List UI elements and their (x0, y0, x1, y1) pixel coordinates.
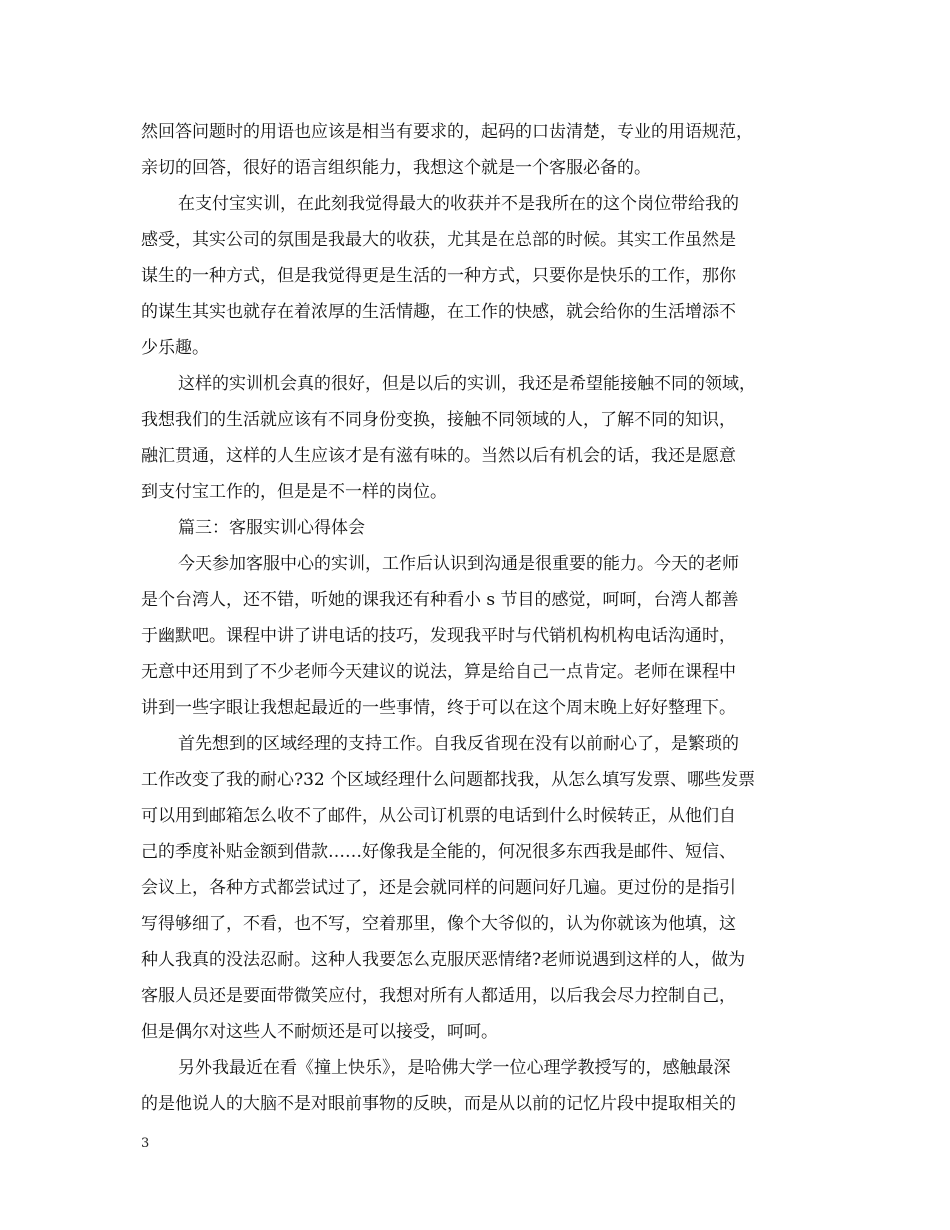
text-line: 谋生的一种方式，但是我觉得更是生活的一种方式，只要你是快乐的工作，那你 (141, 266, 736, 286)
text-line: 少乐趣。 (141, 338, 209, 358)
text-line: 于幽默吧。课程中讲了讲电话的技巧，发现我平时与代销机构机构电话沟通时， (141, 626, 736, 646)
text-line: 我想我们的生活就应该有不同身份变换，接触不同领域的人，了解不同的知识， (141, 410, 736, 430)
text-line: 客服人员还是要面带微笑应付，我想对所有人都适用，以后我会尽力控制自己， (141, 986, 736, 1006)
text-line: 种人我真的没法忍耐。这种人我要怎么克服厌恶情绪?老师说遇到这样的人，做为 (141, 950, 746, 970)
body-text (141, 114, 821, 1122)
text-line: 但是偶尔对这些人不耐烦还是可以接受，呵呵。 (141, 1022, 498, 1042)
text-line: 感受，其实公司的氛围是我最大的收获，尤其是在总部的时候。其实工作虽然是 (141, 230, 736, 250)
text-line: 另外我最近在看《撞上快乐》，是哈佛大学一位心理学教授写的，感触最深 (178, 1058, 731, 1078)
page-number: 3 (141, 1136, 150, 1151)
text-line: 工作改变了我的耐心?32 个区域经理什么问题都找我，从怎么填写发票、哪些发票 (141, 770, 756, 790)
text-line: 己的季度补贴金额到借款……好像我是全能的，何况很多东西我是邮件、短信、 (141, 842, 736, 862)
text-line: 首先想到的区域经理的支持工作。自我反省现在没有以前耐心了，是繁琐的 (178, 734, 739, 754)
text-line: 融汇贯通，这样的人生应该才是有滋有味的。当然以后有机会的话，我还是愿意 (141, 446, 736, 466)
text-line: 是个台湾人，还不错，听她的课我还有种看小 s 节目的感觉，呵呵，台湾人都善 (141, 590, 739, 610)
text-line: 篇三：客服实训心得体会 (178, 518, 365, 538)
text-line: 写得够细了，不看，也不写，空着那里，像个大爷似的，认为你就该为他填，这 (141, 914, 736, 934)
text-line: 在支付宝实训，在此刻我觉得最大的收获并不是我所在的这个岗位带给我的 (178, 194, 739, 214)
text-line: 亲切的回答，很好的语言组织能力，我想这个就是一个客服必备的。 (141, 158, 651, 178)
text-line: 今天参加客服中心的实训，工作后认识到沟通是很重要的能力。今天的老师 (178, 554, 739, 574)
text-line: 会议上，各种方式都尝试过了，还是会就同样的问题问好几遍。更过份的是指引 (141, 878, 736, 898)
text-line: 到支付宝工作的，但是是不一样的岗位。 (141, 482, 447, 502)
text-line: 然回答问题时的用语也应该是相当有要求的，起码的口齿清楚，专业的用语规范， (141, 122, 753, 142)
text-line: 的是他说人的大脑不是对眼前事物的反映，而是从以前的记忆片段中提取相关的 (141, 1094, 736, 1114)
text-line: 的谋生其实也就存在着浓厚的生活情趣，在工作的快感，就会给你的生活增添不 (141, 302, 736, 322)
text-line: 无意中还用到了不少老师今天建议的说法，算是给自己一点肯定。老师在课程中 (141, 662, 736, 682)
text-line: 讲到一些字眼让我想起最近的一些事情，终于可以在这个周末晚上好好整理下。 (141, 698, 736, 718)
text-line: 这样的实训机会真的很好，但是以后的实训，我还是希望能接触不同的领域， (178, 374, 756, 394)
text-line: 可以用到邮箱怎么收不了邮件，从公司订机票的电话到什么时候转正，从他们自 (141, 806, 736, 826)
